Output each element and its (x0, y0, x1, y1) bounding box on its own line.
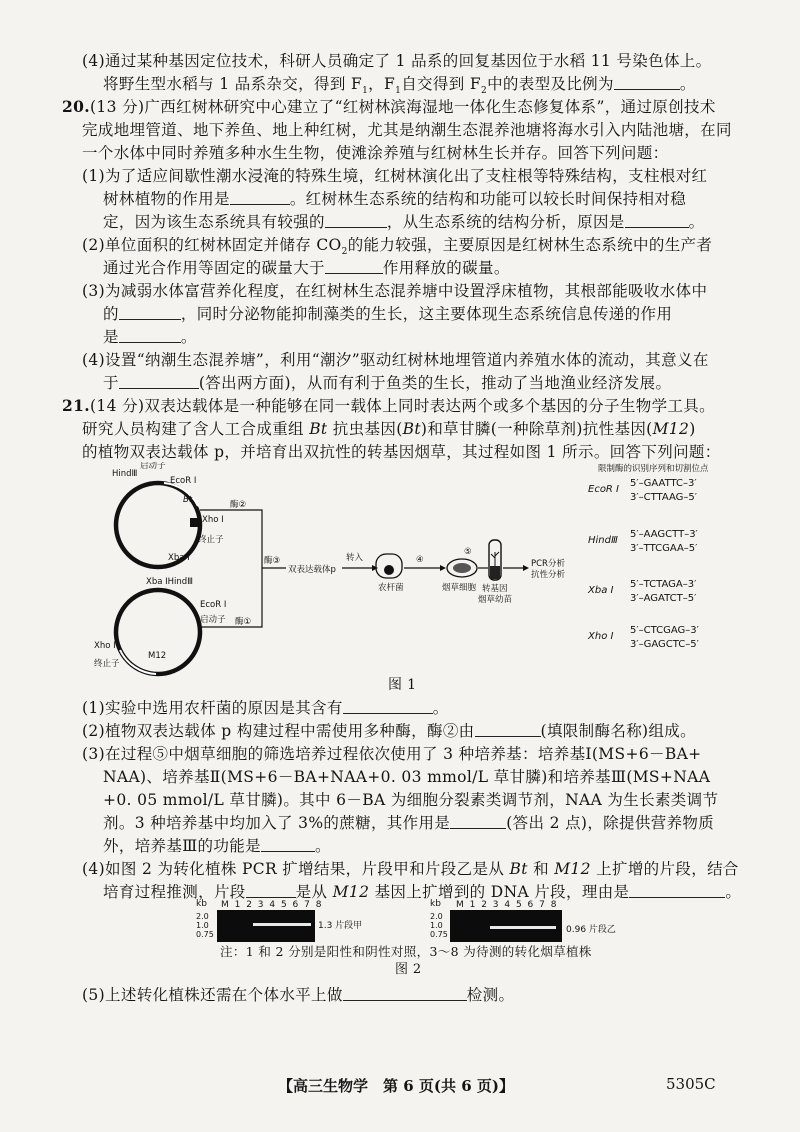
label-step4: ④ (416, 555, 424, 565)
answer-blank[interactable] (119, 305, 181, 320)
answer-blank[interactable] (261, 837, 315, 852)
label-ecori-1: EcoR Ⅰ (170, 476, 197, 486)
q20-stem-line3: 一个水体中同时养殖多种水生生物，使滩涂养殖与红树林生长并存。回答下列问题： (82, 144, 669, 162)
label-ecori-2: EcoR Ⅰ (200, 600, 227, 610)
q20-2-line2: 通过光合作用等固定的碳量大于 作用释放的碳量。 (103, 259, 510, 277)
figure1-diagram (80, 462, 600, 687)
q20-1-line3: 定，因为该生态系统具有较强的 ，从生态系统的结构分析，原因是 。 (103, 213, 705, 231)
q20-4-line2: 于 (答出两方面)，从而有利于鱼类的生长，推动了当地渔业经济发展。 (103, 374, 672, 392)
label-promoter-2: 启动子 (200, 615, 226, 625)
label-terminator-2: 终止子 (94, 659, 120, 669)
q21-stem-line3: 的植物双表达载体 p，并培育出双抗性的转基因烟草，其过程如图 1 所示。回答下列问题： (82, 443, 721, 461)
answer-blank[interactable] (629, 883, 725, 898)
answer-blank[interactable] (450, 814, 506, 829)
figure2-note: 注：1 和 2 分别是阳性和阴性对照，3～8 为待测的转化烟草植株 (220, 944, 592, 959)
seedling-medium (490, 566, 500, 579)
q20-stem-line2: 完成地埋管道、地下养鱼、地上种红树，尤其是纳潮生态混养池塘将海水引入内陆池塘，在同 (82, 121, 732, 139)
arrowhead-transfer (372, 565, 378, 571)
figure1-caption: 图 1 (388, 677, 417, 693)
tobacco-cells (453, 563, 471, 573)
q20-4-line1: (4)设置“纳潮生态混养塘”，利用“潮汐”驱动红树林地埋管道内养殖水体的流动，其意义在 (82, 351, 709, 369)
label-step5: ⑤ (464, 547, 472, 557)
label-pcr2: 抗性分析 (531, 570, 566, 580)
label-xbai-hind-2: Xba ⅠHindⅢ (146, 577, 194, 587)
label-terminator-1: 终止子 (198, 535, 224, 545)
terminator-block-1 (190, 518, 200, 527)
label-transfer: 转入 (346, 553, 364, 563)
label-seedling2: 烟草幼苗 (478, 595, 513, 605)
q21-4-line2: 培育过程推测，片段 是从 M12 基因上扩增到的 DNA 片段，理由是 。 (103, 883, 742, 901)
footer-code: 5305C (666, 1075, 716, 1093)
label-promoter-1: 启动子 (140, 462, 166, 471)
label-tobacco-cell: 烟草细胞 (442, 583, 477, 593)
answer-blank[interactable] (325, 259, 383, 274)
arrowhead-pcr (523, 565, 529, 571)
label-m12: M12 (148, 651, 167, 661)
q21-3-line1: (3)在过程⑤中烟草细胞的筛选培养过程依次使用了 3 种培养基：培养基Ⅰ(MS+6－BA+ (82, 745, 702, 763)
label-xhoi-2: Xho Ⅰ (94, 641, 116, 651)
figure2-caption: 图 2 (395, 962, 422, 977)
q21-3-line3: +0. 05 mmol/L 草甘膦)。其中 6－BA 为细胞分裂素类调节剂，NAA 为生长素类调节 (103, 791, 719, 809)
q20-1-line2: 树林植物的作用是 。红树林生态系统的结构和功能可以较长时间保持相对稳 (103, 190, 687, 208)
label-pcr1: PCR分析 (531, 559, 565, 569)
answer-blank[interactable] (119, 374, 199, 389)
q21-5: (5)上述转化植株还需在个体水平上做 检测。 (82, 986, 515, 1004)
label-enzyme3: 酶③ (264, 556, 281, 566)
q21-1: (1)实验中选用农杆菌的原因是其含有 。 (82, 699, 449, 717)
label-xhoi-1: Xho Ⅰ (202, 515, 224, 525)
seedling (491, 552, 499, 566)
gel-b-bands (490, 926, 556, 929)
q20-2-line1: (2)单位面积的红树林固定并储存 $CO_2$的能力较强，主要原因是红树林生态系统中的生产者 (82, 236, 713, 258)
label-seedling1: 转基因 (482, 584, 508, 594)
answer-blank[interactable] (614, 75, 680, 90)
answer-blank[interactable] (230, 190, 290, 205)
answer-blank[interactable] (625, 213, 689, 228)
answer-blank[interactable] (119, 328, 181, 343)
q20-1-line1: (1)为了适应间歇性潮水浸淹的特殊生境，红树林演化出了支柱根等特殊结构，支柱根对红 (82, 167, 708, 185)
q19-4-line1: (4)通过某种基因定位技术，科研人员确定了 1 品系的回复基因位于水稻 11 号染色体上。 (82, 52, 712, 70)
gel-a (217, 910, 315, 942)
q20-3-line1: (3)为减弱水体富营养化程度，在红树林生态混养塘中设置浮床植物，其根部能吸收水体中 (82, 282, 708, 300)
answer-blank[interactable] (475, 722, 541, 737)
answer-blank[interactable] (343, 986, 467, 1001)
q21-2: (2)植物双表达载体 p 构建过程中需使用多种酶，酶②由 (填限制酶名称)组成。 (82, 722, 696, 740)
gel-a-bands (253, 923, 311, 926)
agro-cells (384, 565, 394, 575)
q19-4-line2: 将野生型水稻与 1 品系杂交，得到 $F_1$，$F_1$自交得到 $F_2$中的表型及比例为 。 (103, 75, 696, 97)
answer-blank[interactable] (325, 213, 387, 228)
q20-3-line3: 是 。 (103, 328, 197, 346)
answer-blank[interactable] (343, 699, 433, 714)
label-enzyme2: 酶② (230, 500, 247, 510)
label-enzyme1: 酶① (235, 617, 252, 627)
footer-title: 【高三生物学 第 6 页(共 6 页)】 (278, 1077, 514, 1095)
label-xbai-1: Xba Ⅰ (168, 553, 190, 563)
label-product: 双表达载体p (288, 565, 336, 575)
q21-3-line4: 剂。3 种培养基中均加入了 3%的蔗糖，其作用是 (答出 2 点)，除提供营养物质 (103, 814, 715, 832)
label-agro: 农杆菌 (378, 583, 404, 593)
label-hindiii-1: HindⅢ (112, 469, 138, 479)
q20-3-line2: 的 ，同时分泌物能抑制藻类的生长，这主要体现生态系统信息传递的作用 (103, 305, 673, 323)
q21-4-line1: (4)如图 2 为转化植株 PCR 扩增结果，片段甲和片段乙是从 Bt 和 M12 上扩增的片段，结合 (82, 860, 739, 878)
answer-blank[interactable] (246, 883, 296, 898)
q20-heading: 20.(13 分)广西红树林研究中心建立了“红树林滨海湿地一体化生态修复体系”，通过原创技术 (62, 97, 716, 116)
site-title: 限制酶的识别序列和切割位点 (598, 464, 709, 474)
q21-3-line2: NAA)、培养基Ⅱ(MS+6－BA+NAA+0. 03 mmol/L 草甘膦)和培养基Ⅲ(MS+NAA (103, 768, 711, 786)
q21-3-line5: 外，培养基Ⅲ的功能是 。 (103, 837, 331, 855)
q21-heading: 21.(14 分)双表达载体是一种能够在同一载体上同时表达两个或多个基因的分子生物学工具。 (62, 396, 715, 415)
arrowhead-step4 (440, 565, 446, 571)
label-bt: Bt (183, 495, 193, 505)
q21-stem-line2: 研究人员构建了含人工合成重组 Bt 抗虫基因(Bt)和草甘膦(一种除草剂)抗性基因(M12) (82, 420, 696, 438)
